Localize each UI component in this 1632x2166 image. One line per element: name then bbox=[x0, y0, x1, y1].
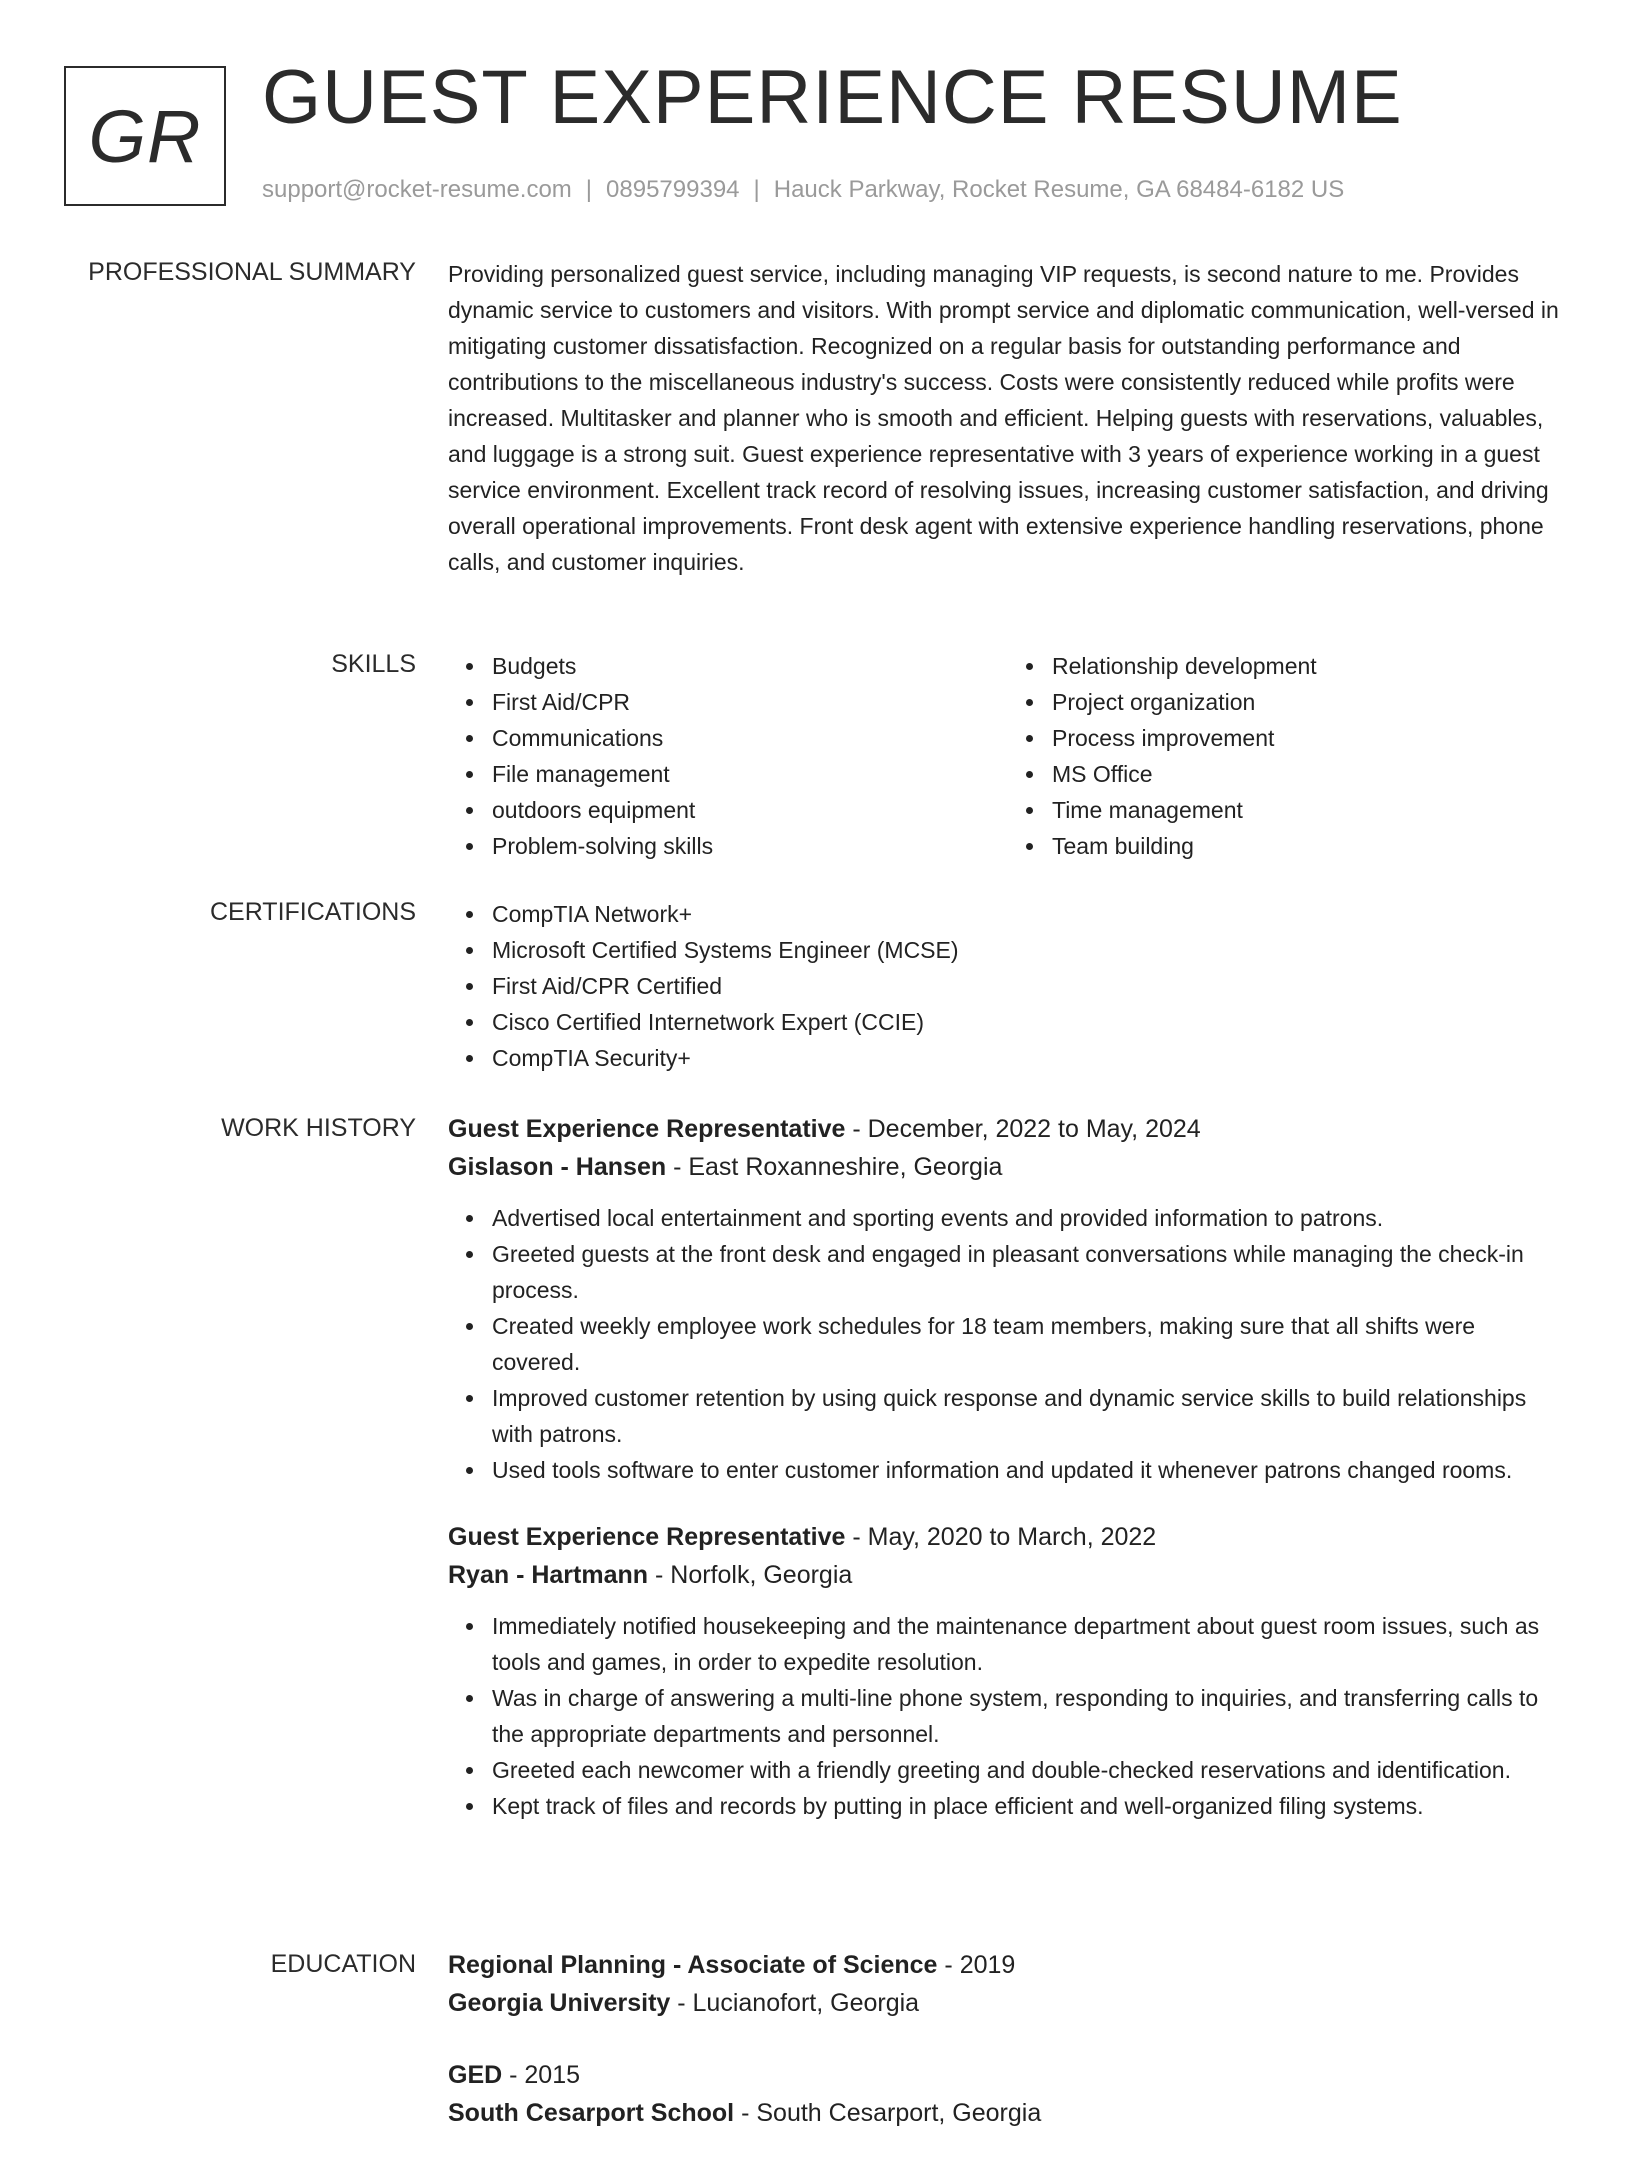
education-entry bbox=[448, 2056, 1568, 2132]
education-location: Lucianofort, Georgia bbox=[692, 1989, 920, 2017]
work-history-heading: WORK HISTORY bbox=[221, 1114, 416, 1142]
education-heading: EDUCATION bbox=[270, 1950, 416, 1978]
education-degree: Regional Planning - Associate of Science bbox=[448, 1951, 938, 1979]
skill-item: Process improvement bbox=[1052, 720, 1568, 756]
skill-item: Project organization bbox=[1052, 684, 1568, 720]
education-degree-line: GED - 2015 bbox=[448, 2061, 581, 2089]
certification-item: Microsoft Certified Systems Engineer (MCSE) bbox=[492, 932, 1568, 968]
job-location: East Roxanneshire, Georgia bbox=[688, 1153, 1003, 1181]
job-duty: Was in charge of answering a multi-line phone system, responding to inquiries, and transferring calls to the appropriate departments and personnel. bbox=[492, 1680, 1568, 1752]
skill-item: File management bbox=[492, 756, 1008, 792]
skills-list-left bbox=[448, 648, 1008, 864]
certification-item: Cisco Certified Internetwork Expert (CCIE) bbox=[492, 1004, 1568, 1040]
job-dates: December, 2022 to May, 2024 bbox=[867, 1115, 1201, 1143]
education-school-line: South Cesarport School - South Cesarport, Georgia bbox=[448, 2099, 1042, 2127]
education-location: South Cesarport, Georgia bbox=[756, 2099, 1042, 2127]
skill-item: Problem-solving skills bbox=[492, 828, 1008, 864]
job-duty: Improved customer retention by using quick response and dynamic service skills to build relationships with patrons. bbox=[492, 1380, 1568, 1452]
job-duty: Advertised local entertainment and sporting events and provided information to patrons. bbox=[492, 1200, 1568, 1236]
job-company: Ryan - Hartmann bbox=[448, 1561, 649, 1589]
skill-item: Team building bbox=[1052, 828, 1568, 864]
education-year: 2015 bbox=[524, 2061, 581, 2089]
skill-item: Budgets bbox=[492, 648, 1008, 684]
skills-list-right bbox=[1008, 648, 1568, 864]
job-title: Guest Experience Representative bbox=[448, 1523, 846, 1551]
contact-line bbox=[262, 176, 1344, 204]
job-entry bbox=[448, 1110, 1568, 1488]
skill-item: outdoors equipment bbox=[492, 792, 1008, 828]
job-dates: May, 2020 to March, 2022 bbox=[867, 1523, 1157, 1551]
education-degree: GED bbox=[448, 2061, 503, 2089]
certification-item: CompTIA Network+ bbox=[492, 896, 1568, 932]
contact-phone[interactable]: 0895799394 bbox=[606, 176, 740, 203]
job-location: Norfolk, Georgia bbox=[670, 1561, 853, 1589]
job-duty: Kept track of files and records by putting in place efficient and well-organized filing systems. bbox=[492, 1788, 1568, 1824]
job-duty: Greeted guests at the front desk and engaged in pleasant conversations while managing the check-in process. bbox=[492, 1236, 1568, 1308]
education-entry bbox=[448, 1946, 1568, 2022]
skill-item: Relationship development bbox=[1052, 648, 1568, 684]
contact-separator: | bbox=[585, 176, 593, 203]
job-company: Gislason - Hansen bbox=[448, 1153, 667, 1181]
resume-title: GUEST EXPERIENCE RESUME bbox=[262, 55, 1403, 140]
summary-heading: PROFESSIONAL SUMMARY bbox=[88, 258, 416, 286]
skill-item: MS Office bbox=[1052, 756, 1568, 792]
job-duty: Greeted each newcomer with a friendly greeting and double-checked reservations and identification. bbox=[492, 1752, 1568, 1788]
contact-email[interactable]: support@rocket-resume.com bbox=[262, 176, 572, 203]
education-degree-line: Regional Planning - Associate of Science - 2019 bbox=[448, 1951, 1016, 1979]
education-school: South Cesarport School bbox=[448, 2099, 735, 2127]
contact-address: Hauck Parkway, Rocket Resume, GA 68484-6182 US bbox=[773, 176, 1345, 203]
skill-item: Communications bbox=[492, 720, 1008, 756]
job-title-line: Guest Experience Representative - December, 2022 to May, 2024 bbox=[448, 1115, 1201, 1143]
certifications-list bbox=[448, 896, 1568, 1076]
monogram-badge bbox=[64, 66, 226, 206]
job-duties bbox=[448, 1608, 1568, 1824]
job-duty: Created weekly employee work schedules for 18 team members, making sure that all shifts were covered. bbox=[492, 1308, 1568, 1380]
summary-text: Providing personalized guest service, including managing VIP requests, is second nature to me. Provides dynamic service to customers and visitors. With prompt service and diplomatic communication, well-versed in mitigating customer dissatisfaction. Recognized on a regular basis for outstanding performance and contributions to the miscellaneous industry's success. Costs were consistently reduced while profits were increased. Multitasker and planner who is smooth and efficient. Helping guests with reservations, valuables, and luggage is a strong suit. Guest experience representative with 3 years of experience working in a guest service environment. Excellent track record of resolving issues, increasing customer satisfaction, and driving overall operational improvements. Front desk agent with extensive experience handling reservations, phone calls, and customer inquiries. bbox=[448, 261, 1559, 575]
job-company-line: Gislason - Hansen - East Roxanneshire, Georgia bbox=[448, 1153, 1003, 1181]
skill-item: First Aid/CPR bbox=[492, 684, 1008, 720]
certification-item: CompTIA Security+ bbox=[492, 1040, 1568, 1076]
job-duty: Used tools software to enter customer information and updated it whenever patrons changed rooms. bbox=[492, 1452, 1568, 1488]
education-school-line: Georgia University - Lucianofort, Georgia bbox=[448, 1989, 920, 2017]
education-year: 2019 bbox=[959, 1951, 1016, 1979]
monogram-initials: GR bbox=[88, 94, 202, 178]
job-duties bbox=[448, 1200, 1568, 1488]
contact-separator: | bbox=[753, 176, 760, 203]
job-title-line: Guest Experience Representative - May, 2020 to March, 2022 bbox=[448, 1523, 1157, 1551]
skills-heading: SKILLS bbox=[331, 650, 416, 678]
job-company-line: Ryan - Hartmann - Norfolk, Georgia bbox=[448, 1561, 853, 1589]
job-entry bbox=[448, 1518, 1568, 1824]
certification-item: First Aid/CPR Certified bbox=[492, 968, 1568, 1004]
certifications-heading: CERTIFICATIONS bbox=[209, 898, 416, 926]
education-school: Georgia University bbox=[448, 1989, 671, 2017]
job-title: Guest Experience Representative bbox=[448, 1115, 846, 1143]
job-duty: Immediately notified housekeeping and the maintenance department about guest room issues, such as tools and games, in order to expedite resolution. bbox=[492, 1608, 1568, 1680]
skill-item: Time management bbox=[1052, 792, 1568, 828]
